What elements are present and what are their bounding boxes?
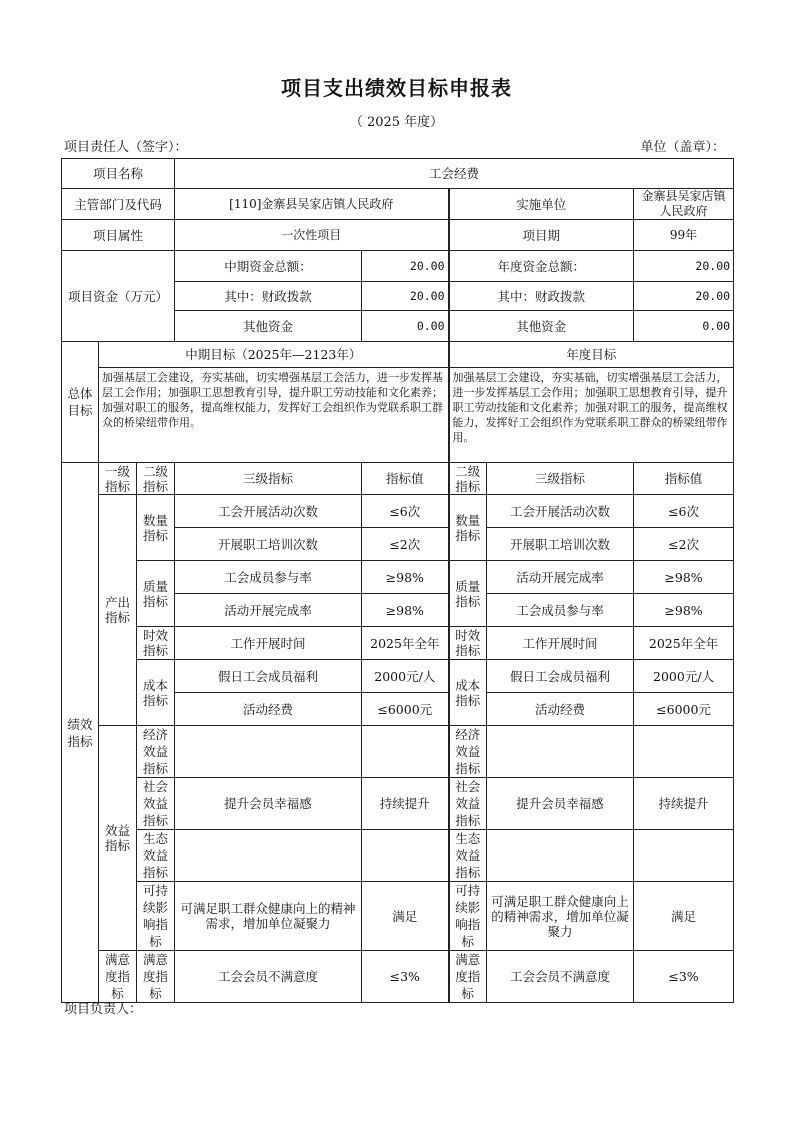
- performance-table: [61, 158, 734, 1003]
- mid-ql1-name: 工会成员参与率: [175, 561, 362, 594]
- year-s1-value: 持续提升: [634, 778, 734, 830]
- year-sustainable-label: 可持续影响指标: [449, 882, 487, 951]
- year-goal-header: 年度目标: [449, 342, 734, 368]
- year-quantity-label: 数量指标: [449, 495, 487, 561]
- responsible-sign-label: 项目责任人（签字）：: [64, 140, 188, 155]
- ecological-indicator-label: 生态效益指标: [137, 830, 175, 882]
- project-period-value: 99年: [634, 220, 734, 251]
- mid-q1-value: ≤6次: [362, 495, 449, 528]
- footer-responsible-label: 项目负责人：: [64, 1002, 143, 1017]
- economic-indicator-label: 经济效益指标: [137, 726, 175, 778]
- mid-s1-value: 持续提升: [362, 778, 449, 830]
- mid-su1-name: 可满足职工群众健康向上的精神需求，增加单位凝聚力: [175, 882, 362, 951]
- year-level3-header: 三级指标: [487, 463, 634, 495]
- year-t1-name: 工作开展时间: [487, 627, 634, 660]
- year-fiscal-label: 其中：财政拨款: [449, 282, 634, 311]
- project-name-label: 项目名称: [62, 159, 175, 189]
- year-sa1-name: 工会会员不满意度: [487, 951, 634, 1003]
- year-value-header: 指标值: [634, 463, 734, 495]
- year-ql1-value: ≥98%: [634, 561, 734, 594]
- year-line: （ 2025 年度）: [349, 115, 444, 130]
- year-q1-value: ≤6次: [634, 495, 734, 528]
- social-indicator-label: 社会效益指标: [137, 778, 175, 830]
- year-economic-name: [487, 726, 634, 778]
- mid-eco-name: [175, 830, 362, 882]
- quantity-indicator-label: 数量指标: [137, 495, 175, 561]
- year-ql2-value: ≥98%: [634, 594, 734, 627]
- year-satisfaction-label: 满意度指标: [449, 951, 487, 1003]
- year-ql2-name: 工会成员参与率: [487, 594, 634, 627]
- level3-header: 三级指标: [175, 463, 362, 495]
- mid-economic-value: [362, 726, 449, 778]
- year-su1-name: 可满足职工群众健康向上的精神需求，增加单位凝聚力: [487, 882, 634, 951]
- level2-header: 二级指标: [137, 463, 175, 495]
- project-name-value: 工会经费: [175, 159, 734, 189]
- mid-sa1-name: 工会会员不满意度: [175, 951, 362, 1003]
- mid-c1-name: 假日工会成员福利: [175, 660, 362, 693]
- year-sa1-value: ≤3%: [634, 951, 734, 1003]
- year-q2-value: ≤2次: [634, 528, 734, 561]
- mid-c2-name: 活动经费: [175, 693, 362, 726]
- unit-seal-label: 单位（盖章）：: [640, 140, 725, 155]
- mid-c1-value: 2000元/人: [362, 660, 449, 693]
- dept-value: [110]金寨县吴家店镇人民政府: [175, 189, 449, 220]
- mid-fiscal-value: 20.00: [362, 282, 449, 311]
- year-ecological-label: 生态效益指标: [449, 830, 487, 882]
- year-other-label: 其他资金: [449, 311, 634, 342]
- year-other-value: 0.00: [634, 311, 734, 342]
- level1-header: 一级指标: [99, 463, 137, 495]
- mid-goal-header: 中期目标（2025年—2123年）: [99, 342, 449, 368]
- mid-total-label: 中期资金总额：: [175, 251, 362, 282]
- mid-sa1-value: ≤3%: [362, 951, 449, 1003]
- year-t1-value: 2025年全年: [634, 627, 734, 660]
- year-c2-value: ≤6000元: [634, 693, 734, 726]
- satisfaction-level2-label: 满意度指标: [137, 951, 175, 1003]
- page-title: 项目支出绩效目标申报表: [281, 76, 512, 100]
- mid-t1-name: 工作开展时间: [175, 627, 362, 660]
- project-attr-label: 项目属性: [62, 220, 175, 251]
- perf-label: 绩效指标: [62, 463, 99, 1003]
- benefit-indicator-label: 效益指标: [99, 726, 137, 951]
- year-cost-label: 成本指标: [449, 660, 487, 726]
- year-su1-value: 满足: [634, 882, 734, 951]
- year-total-value: 20.00: [634, 251, 734, 282]
- value-header: 指标值: [362, 463, 449, 495]
- year-s1-name: 提升会员幸福感: [487, 778, 634, 830]
- output-indicator-label: 产出指标: [99, 495, 137, 726]
- year-social-label: 社会效益指标: [449, 778, 487, 830]
- mid-c2-value: ≤6000元: [362, 693, 449, 726]
- dept-label: 主管部门及代码: [62, 189, 175, 220]
- quality-indicator-label: 质量指标: [137, 561, 175, 627]
- year-q1-name: 工会开展活动次数: [487, 495, 634, 528]
- mid-other-value: 0.00: [362, 311, 449, 342]
- year-eco-value: [634, 830, 734, 882]
- year-economic-value: [634, 726, 734, 778]
- mid-economic-name: [175, 726, 362, 778]
- mid-ql2-value: ≥98%: [362, 594, 449, 627]
- mid-ql2-name: 活动开展完成率: [175, 594, 362, 627]
- mid-q1-name: 工会开展活动次数: [175, 495, 362, 528]
- year-q2-name: 开展职工培训次数: [487, 528, 634, 561]
- project-attr-value: 一次性项目: [175, 220, 449, 251]
- mid-q2-name: 开展职工培训次数: [175, 528, 362, 561]
- mid-eco-value: [362, 830, 449, 882]
- mid-su1-value: 满足: [362, 882, 449, 951]
- year-ql1-name: 活动开展完成率: [487, 561, 634, 594]
- sustainable-indicator-label: 可持续影响指标: [137, 882, 175, 951]
- mid-t1-value: 2025年全年: [362, 627, 449, 660]
- year-c1-value: 2000元/人: [634, 660, 734, 693]
- impl-unit-value: 金寨县吴家店镇人民政府: [634, 189, 734, 220]
- year-timeliness-label: 时效指标: [449, 627, 487, 660]
- year-goal-text: 加强基层工会建设，夯实基础，切实增强基层工会活力，进一步发挥基层工会作用；加强职工思想教育引导，提升职工劳动技能和文化素养；加强对职工的服务，提高维权能力，发挥好工会组织作为党联系职工群众的桥梁纽带作用。: [449, 368, 734, 463]
- mid-s1-name: 提升会员幸福感: [175, 778, 362, 830]
- year-level2-header: 二级指标: [449, 463, 487, 495]
- impl-unit-label: 实施单位: [449, 189, 634, 220]
- year-eco-name: [487, 830, 634, 882]
- mid-ql1-value: ≥98%: [362, 561, 449, 594]
- mid-fiscal-label: 其中：财政拨款: [175, 282, 362, 311]
- mid-q2-value: ≤2次: [362, 528, 449, 561]
- year-c1-name: 假日工会成员福利: [487, 660, 634, 693]
- mid-other-label: 其他资金: [175, 311, 362, 342]
- year-fiscal-value: 20.00: [634, 282, 734, 311]
- year-economic-label: 经济效益指标: [449, 726, 487, 778]
- year-quality-label: 质量指标: [449, 561, 487, 627]
- funds-label: 项目资金（万元）: [62, 251, 175, 342]
- overall-goal-label: 总体目标: [62, 342, 99, 463]
- mid-goal-text: 加强基层工会建设，夯实基础，切实增强基层工会活力，进一步发挥基层工会作用；加强职工思想教育引导，提升职工劳动技能和文化素养；加强对职工的服务，提高维权能力，发挥好工会组织作为党联系职工群众的桥梁纽带作用。: [99, 368, 449, 463]
- satisfaction-level1-label: 满意度指标: [99, 951, 137, 1003]
- year-c2-name: 活动经费: [487, 693, 634, 726]
- timeliness-indicator-label: 时效指标: [137, 627, 175, 660]
- project-period-label: 项目期: [449, 220, 634, 251]
- cost-indicator-label: 成本指标: [137, 660, 175, 726]
- mid-total-value: 20.00: [362, 251, 449, 282]
- year-total-label: 年度资金总额：: [449, 251, 634, 282]
